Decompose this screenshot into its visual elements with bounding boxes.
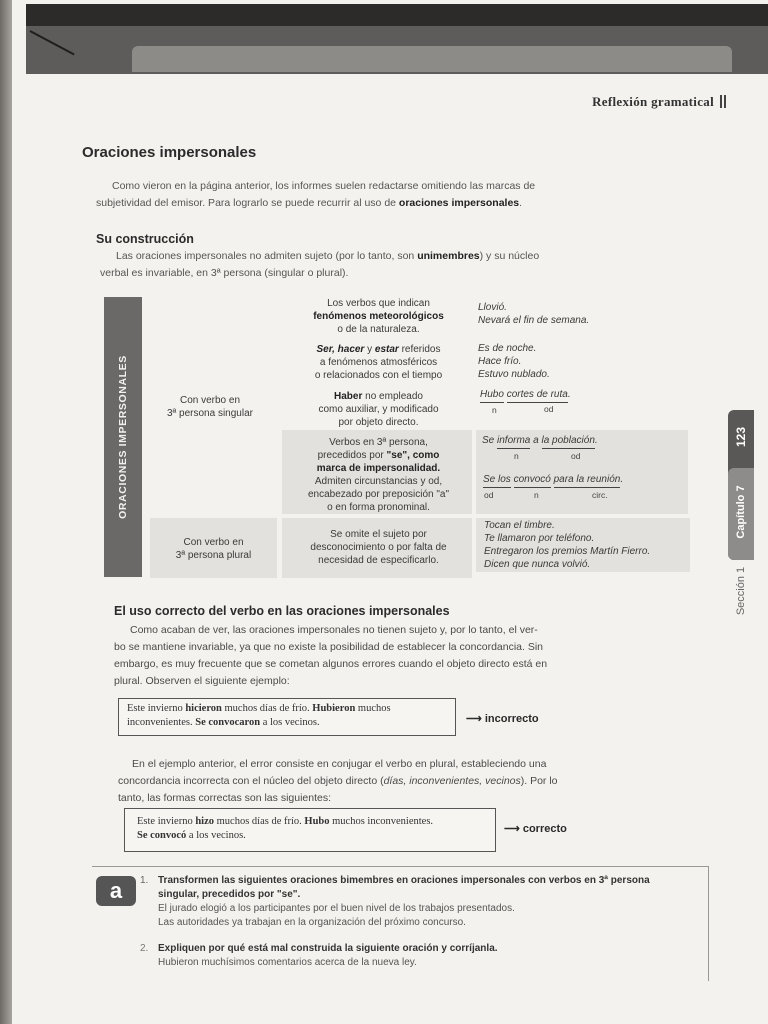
r2-ex3: Estuvo nublado. <box>478 369 550 380</box>
error-l3: tanto, las formas correctas son las siguientes: <box>118 792 332 804</box>
row-4-description <box>286 436 471 514</box>
side-label-text: ORACIONES IMPERSONALES <box>117 355 129 519</box>
r2-ex1: Es de noche. <box>478 343 537 354</box>
construccion-paragraph <box>100 248 660 282</box>
q1-c: El jurado elogió a los participantes por el buen nivel de los trabajos presentados. <box>158 903 515 914</box>
uso-l3: embargo, es muy frecuente que se cometan algunos errores cuando el objeto directo está en <box>114 658 548 670</box>
intro-line-1: Como vieron en la página anterior, los informes suelen redactarse omitiendo las marcas de <box>112 180 536 192</box>
singular-label <box>150 394 270 420</box>
r2-post: referidos <box>398 344 441 355</box>
r4-sub-n2: n <box>534 490 539 500</box>
r3-ex-od: cortes de ruta <box>507 388 568 403</box>
r3-sub-od: od <box>544 404 554 414</box>
r3-b: como auxiliar, y modificado <box>318 404 439 415</box>
box1-f: inconvenientes. <box>127 717 196 728</box>
chapter-label: Capítulo 7 <box>735 485 747 539</box>
r5-a: Se omite el sujeto por <box>330 529 427 540</box>
r4-b-bold: "se", como <box>386 450 440 461</box>
r5-b: desconocimiento o por falta de <box>310 542 447 553</box>
q2-a: Expliquen por qué está mal construida la siguiente oración y corríjanla. <box>158 943 498 954</box>
r1-ex2: Nevará el fin de semana. <box>478 315 590 326</box>
row-3-description <box>286 390 471 429</box>
construccion-line-2: verbal es invariable, en 3ª persona (singular o plural). <box>100 267 349 279</box>
box1-a: Este invierno <box>127 703 186 714</box>
box2-a: Este invierno <box>137 816 196 827</box>
uso-l1: Como acaban de ver, las oraciones impersonales no tienen sujeto y, por lo tanto, el ver- <box>130 624 538 636</box>
box2-d: Hubo <box>304 816 330 827</box>
running-head <box>592 94 728 110</box>
error-l2-pre: concordancia incorrecta con el núcleo del objeto directo ( <box>118 775 384 787</box>
page-number: 123 <box>734 426 748 448</box>
plural-label <box>150 536 277 562</box>
plural-label-2: 3ª persona plural <box>175 550 252 561</box>
chapter-tab <box>728 410 754 620</box>
r2-b: a fenómenos atmosféricos <box>319 357 438 368</box>
error-paragraph <box>118 756 598 807</box>
box2-g: a los vecinos. <box>186 830 246 841</box>
row-5-examples <box>484 519 650 571</box>
r2-mid: y <box>364 344 375 355</box>
page-title: Oraciones impersonales <box>82 144 257 161</box>
row-5-description <box>286 528 471 567</box>
construccion-heading: Su construcción <box>96 232 194 246</box>
bars-icon <box>720 95 728 108</box>
activity-icon: a <box>96 876 136 906</box>
row-2-examples <box>478 342 550 381</box>
r3-sub-n: n <box>492 405 497 415</box>
error-l1: En el ejemplo anterior, el error consiste en conjugar el verbo en plural, estableciendo una <box>132 758 547 770</box>
r3-post: no empleado <box>362 391 423 402</box>
r5-c: necesidad de especificarlo. <box>318 555 439 566</box>
running-head-text: Reflexión gramatical <box>592 94 714 109</box>
construccion-end: ) y su núcleo <box>479 250 540 262</box>
scan-left-edge <box>0 0 12 1024</box>
construccion-text: Las oraciones impersonales no admiten sujeto (por lo tanto, son <box>116 250 418 262</box>
r4-ex1-od: la población <box>542 434 595 449</box>
r3-ex-verb: Hubo <box>480 388 504 403</box>
box1-g: Se convocaron <box>195 717 261 728</box>
incorrect-label: ⟶ incorrecto <box>466 713 539 725</box>
r4-ex2-circ: para la reunión <box>554 473 621 488</box>
r4-sub-n: n <box>514 451 519 461</box>
box2-f: Se convocó <box>137 830 187 841</box>
r1-c: o de la naturaleza. <box>337 324 420 335</box>
row-4-example-2 <box>483 473 623 488</box>
r5-ex2: Te llamaron por teléfono. <box>484 533 595 544</box>
row-2-description <box>286 343 471 382</box>
q1-b: singular, precedidos por "se". <box>158 889 301 900</box>
uso-heading: El uso correcto del verbo en las oraciones impersonales <box>114 604 450 618</box>
r4-ex2-verb: convocó <box>514 473 551 488</box>
activity-content <box>140 874 700 970</box>
question-1 <box>140 874 700 930</box>
section-label: Sección 1 <box>735 566 747 616</box>
r2-bold: Ser, hacer <box>316 344 365 355</box>
top-decor-light <box>132 46 732 72</box>
r4-c: marca de impersonalidad. <box>316 463 441 474</box>
r2-c: o relacionados con el tiempo <box>314 370 443 381</box>
incorrect-example-box <box>118 698 456 736</box>
r4-e: encabezado por preposición "a" <box>307 489 450 500</box>
r5-ex1: Tocan el timbre. <box>484 520 555 531</box>
r2-ex2: Hace frío. <box>478 356 522 367</box>
r4-sub-circ: circ. <box>592 490 608 500</box>
box2-e: muchos inconvenientes. <box>329 816 434 827</box>
r4-ex1-dot: . <box>594 435 598 446</box>
box1-b: hicieron <box>185 703 222 714</box>
uso-l4: plural. Observen el siguiente ejemplo: <box>114 675 290 687</box>
error-l2-post: ). Por lo <box>520 775 558 787</box>
r4-sub-od2: od <box>484 490 494 500</box>
r4-ex2-dot: . <box>620 474 624 485</box>
box1-c: muchos días de frío. <box>221 703 313 714</box>
intro-end: . <box>519 197 523 209</box>
correct-example-box <box>124 808 496 852</box>
plural-label-1: Con verbo en <box>183 537 244 548</box>
intro-paragraph <box>96 178 656 212</box>
box1-h: a los vecinos. <box>260 717 320 728</box>
r1-b: fenómenos meteorológicos <box>313 311 444 322</box>
r3-c: por objeto directo. <box>338 417 419 428</box>
intro-text: subjetividad del emisor. Para lograrlo se puede recurrir al uso de <box>96 197 399 209</box>
singular-label-2: 3ª persona singular <box>167 408 253 419</box>
r1-ex1: Llovió. <box>478 302 507 313</box>
box1-e: muchos <box>355 703 391 714</box>
error-l2-it: días, inconvenientes, vecinos <box>383 775 521 787</box>
r3-ex-dot: . <box>567 389 571 400</box>
row-1-description <box>286 297 471 336</box>
construccion-line-1 <box>100 248 660 265</box>
table-side-label <box>104 297 142 577</box>
r4-ex2-od: Se los <box>483 473 511 488</box>
row-4-example-1 <box>482 434 598 449</box>
r4-sub-od: od <box>571 451 581 461</box>
q2-b: Hubieron muchísimos comentarios acerca de la nueva ley. <box>158 957 417 968</box>
intro-line-2 <box>96 195 656 212</box>
q2-number: 2. <box>140 943 149 954</box>
r4-a: Verbos en 3ª persona, <box>329 437 428 448</box>
r4-b-pre: precedidos por <box>317 450 387 461</box>
q1-number: 1. <box>140 875 149 886</box>
r4-ex1-mid: a <box>530 435 542 446</box>
r2-bold2: estar <box>374 344 399 355</box>
q1-a: Transformen las siguientes oraciones bimembres en oraciones impersonales con verbos en 3ª persona <box>158 875 650 886</box>
top-decor-dark <box>26 4 768 26</box>
uso-l2: bo se mantiene invariable, ya que no existe la posibilidad de establecer la concordancia. Sin <box>114 641 544 653</box>
row-1-examples <box>478 301 589 327</box>
r3-bold: Haber <box>334 391 363 402</box>
box2-b: hizo <box>195 816 214 827</box>
box1-d: Hubieron <box>312 703 356 714</box>
r5-ex4: Dicen que nunca volvió. <box>484 559 591 570</box>
r4-d: Admiten circunstancias y od, <box>314 476 443 487</box>
r5-ex3: Entregaron los premios Martín Fierro. <box>484 546 651 557</box>
construccion-bold: unimembres <box>417 250 480 262</box>
uso-paragraph <box>114 622 594 690</box>
correct-label: ⟶ correcto <box>504 823 567 835</box>
box2-c: muchos días de frío. <box>214 816 305 827</box>
question-2 <box>140 942 700 970</box>
r4-ex1-pre: Se <box>482 435 498 446</box>
singular-label-1: Con verbo en <box>179 395 241 406</box>
row-3-example <box>480 388 571 403</box>
r4-f: o en forma pronominal. <box>327 502 430 513</box>
intro-bold: oraciones impersonales <box>398 197 520 209</box>
r1-a: Los verbos que indican <box>327 298 430 309</box>
q1-d: Las autoridades ya trabajan en la organización del próximo concurso. <box>158 917 466 928</box>
r4-ex1-verb: informa <box>497 434 530 449</box>
